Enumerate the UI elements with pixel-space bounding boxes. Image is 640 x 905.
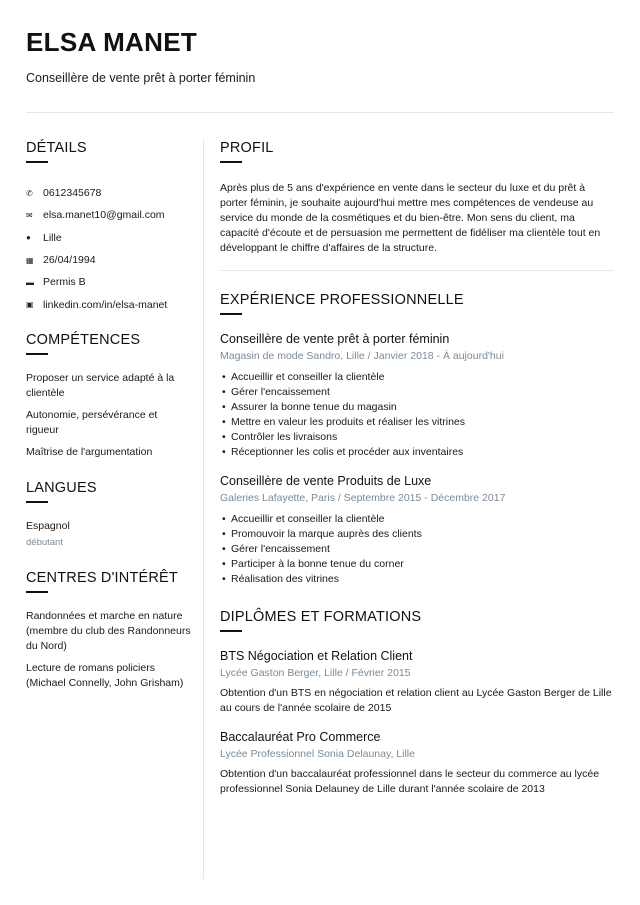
job-task: • Gérer l'encaissement (220, 542, 614, 557)
detail-location (26, 227, 191, 249)
degree-title: BTS Négociation et Relation Client (220, 649, 413, 663)
job-tasks (220, 512, 614, 587)
job-task: • Participer à la bonne tenue du corner (220, 557, 614, 572)
education-section (220, 609, 614, 797)
profile-title: PROFIL (220, 140, 274, 156)
license-text: Permis B (43, 276, 86, 289)
detail-email[interactable] (26, 204, 191, 226)
detail-linkedin[interactable] (26, 293, 191, 315)
laptop-icon: ▣ (26, 300, 34, 310)
education-entry (220, 730, 614, 797)
interest-item: Lecture de romans policiers (Michael Connelly, John Grisham) (26, 661, 184, 689)
degree-title: Baccalauréat Pro Commerce (220, 730, 381, 744)
candidate-name: ELSA MANET (26, 27, 198, 57)
skills-list (26, 371, 191, 460)
languages-title: LANGUES (26, 479, 97, 496)
details-list (26, 182, 191, 316)
job-task: • Gérer l'encaissement (220, 385, 614, 400)
profile-divider (220, 270, 614, 271)
left-column (26, 140, 191, 698)
languages-list (26, 519, 191, 550)
job-task: • Assurer la bonne tenue du magasin (220, 400, 614, 415)
interests-title: CENTRES D'INTÉRÊT (26, 569, 178, 586)
job-meta: Galeries Lafayette, Paris / Septembre 2015 - Décembre 2017 (220, 492, 506, 504)
job-task: • Accueillir et conseiller la clientèle (220, 512, 614, 527)
job-tasks (220, 370, 614, 460)
right-column (220, 140, 614, 797)
job-entry (220, 332, 614, 460)
phone-icon: ✆ (26, 188, 33, 198)
language-item (26, 519, 191, 550)
section-underline (220, 630, 242, 632)
location-pin-icon: ● (26, 233, 31, 243)
column-divider (203, 139, 204, 879)
job-task: • Contrôler les livraisons (220, 430, 614, 445)
detail-birthdate (26, 249, 191, 271)
language-name: Espagnol (26, 519, 70, 532)
car-icon: ▬ (26, 277, 34, 287)
skills-title: COMPÉTENCES (26, 331, 141, 348)
interest-item: Randonnées et marche en nature (membre du club des Randonneurs du Nord) (26, 609, 191, 652)
birthdate-text: 26/04/1994 (43, 254, 96, 267)
email-text[interactable]: elsa.manet10@gmail.com (43, 209, 165, 222)
education-title: DIPLÔMES ET FORMATIONS (220, 609, 422, 625)
header-divider (26, 112, 614, 113)
linkedin-text[interactable]: linkedin.com/in/elsa-manet (43, 298, 168, 311)
section-underline (26, 353, 48, 355)
section-underline (220, 313, 242, 315)
job-title: Conseillère de vente prêt à porter féminin (220, 332, 450, 346)
job-headline: Conseillère de vente prêt à porter féminin (26, 71, 256, 85)
section-underline (26, 161, 48, 163)
email-icon: ✉ (26, 210, 33, 220)
interests-list (26, 609, 191, 691)
skill-item: Maîtrise de l'argumentation (26, 445, 153, 458)
experience-section (220, 292, 614, 587)
degree-description: Obtention d'un BTS en négociation et relation client au Lycée Gaston Berger de Lille au cours de l'année scolaire de 2015 (220, 687, 612, 714)
language-level: débutant (26, 536, 63, 548)
detail-license (26, 271, 191, 293)
location-text: Lille (43, 231, 62, 244)
skill-item: Proposer un service adapté à la clientèle (26, 371, 175, 399)
job-title: Conseillère de vente Produits de Luxe (220, 474, 432, 488)
job-task: • Promouvoir la marque auprès des clients (220, 527, 614, 542)
profile-text: Après plus de 5 ans d'expérience en vente dans le secteur du luxe et du prêt à porter féminin, je souhaite aujourd'hui mettre mes compétences de vendeuse au service du monde de la cosmétiques et du bien-être. Mon sens du client, ma capacité d'écoute et de persuasion me permettent de fidéliser ma clientèle tout en développant le chiffre d'affaires de la structure. (220, 182, 601, 254)
section-underline (26, 501, 48, 503)
skills-section (26, 332, 191, 460)
interests-section (26, 570, 191, 691)
job-entry (220, 474, 614, 587)
details-title: DÉTAILS (26, 140, 87, 156)
degree-description: Obtention d'un baccalauréat professionnel dans le secteur du commerce au lycée professionnel Sonia Delauney de Lille durant l'année scolaire de 2013 (220, 768, 600, 795)
job-task: • Accueillir et conseiller la clientèle (220, 370, 614, 385)
languages-section (26, 480, 191, 550)
job-task: • Réalisation des vitrines (220, 572, 614, 587)
calendar-icon: ▦ (26, 255, 34, 265)
education-entry (220, 649, 614, 716)
experience-title: EXPÉRIENCE PROFESSIONNELLE (220, 292, 464, 308)
job-task: • Mettre en valeur les produits et réaliser les vitrines (220, 415, 614, 430)
section-underline (26, 591, 48, 593)
degree-meta: Lycée Professionnel Sonia Delaunay, Lille (220, 748, 415, 760)
details-section (26, 140, 191, 316)
detail-phone (26, 182, 191, 204)
job-task: • Réceptionner les colis et procéder aux inventaires (220, 445, 614, 460)
skill-item: Autonomie, persévérance et rigueur (26, 408, 158, 436)
degree-meta: Lycée Gaston Berger, Lille / Février 2015 (220, 667, 411, 679)
profile-section (220, 140, 614, 271)
section-underline (220, 161, 242, 163)
job-meta: Magasin de mode Sandro, Lille / Janvier 2018 - À aujourd'hui (220, 350, 504, 362)
phone-text: 0612345678 (43, 187, 102, 200)
